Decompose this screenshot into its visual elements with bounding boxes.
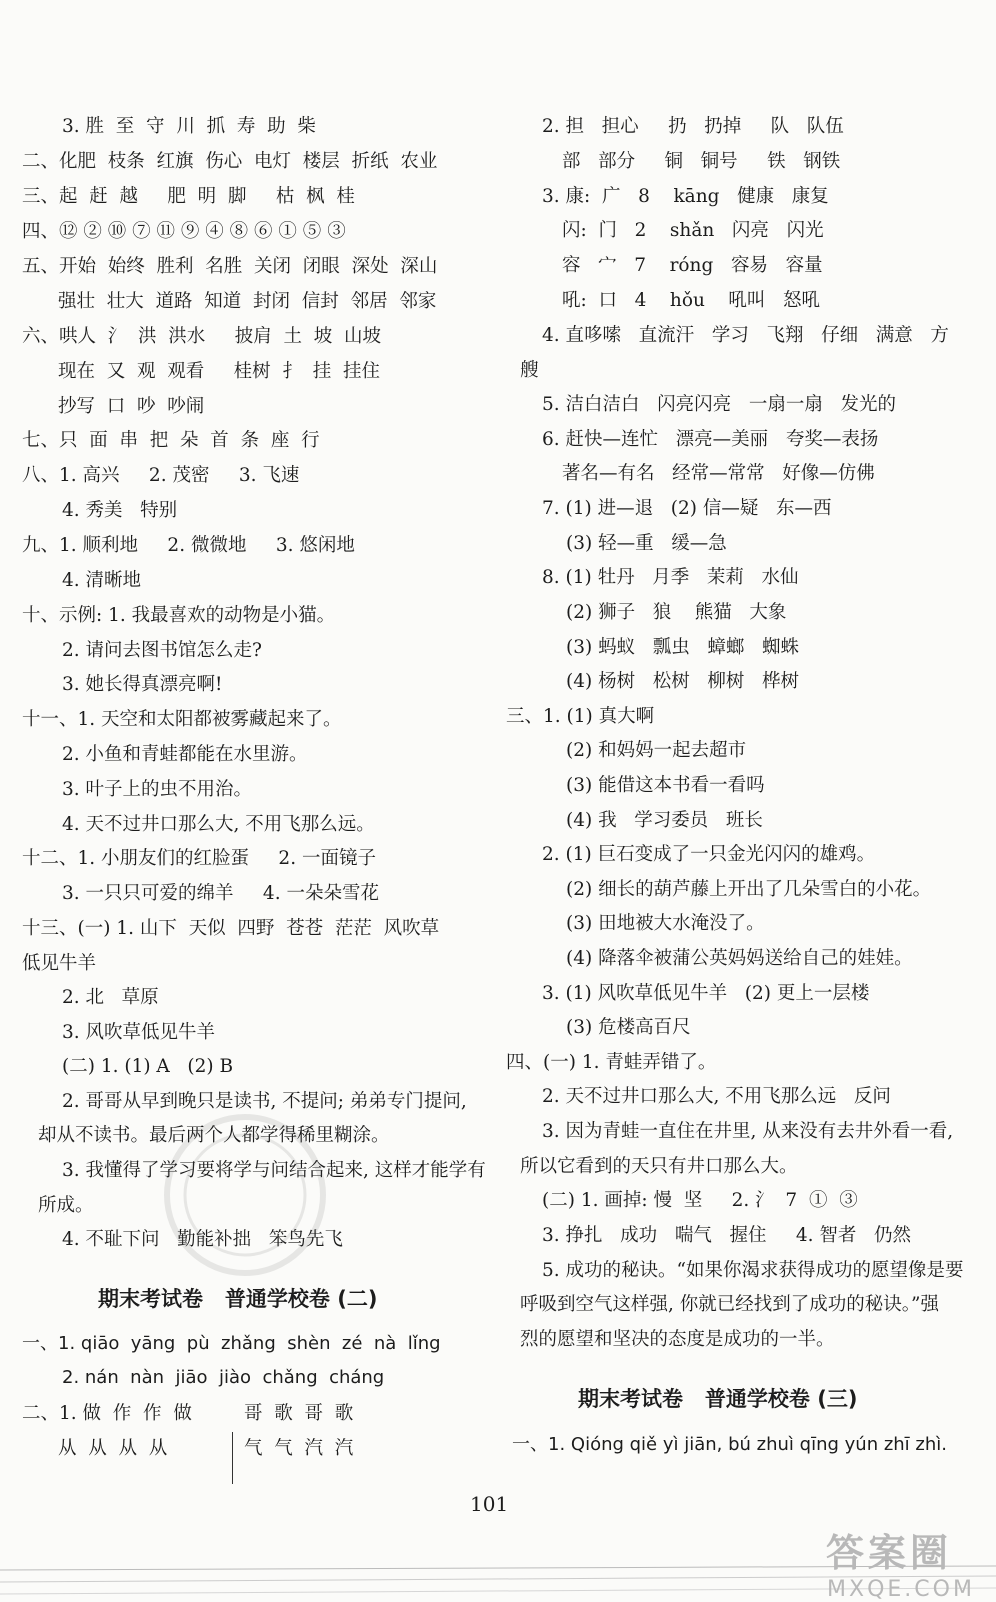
answer-line: 所成。 (38, 1195, 94, 1216)
answer-line: 著名—有名 经常—常常 好像—仿佛 (562, 463, 875, 484)
answer-line: 三、1. (1) 真大啊 (506, 706, 655, 727)
answer-line: 十三、(一) 1. 山下 天似 四野 苍苍 茫茫 风吹草 (22, 918, 440, 939)
answer-line: 现在 又 观 观看 桂树 扌 挂 挂住 (58, 361, 380, 382)
answer-line: 哥 歌 哥 歌 (244, 1403, 354, 1424)
answer-line: 艘 (520, 360, 539, 381)
answer-line: 4. 直哆嗦 直流汗 学习 飞翔 仔细 满意 方 (542, 325, 949, 346)
answer-line: (4) 降落伞被蒲公英妈妈送给自己的娃娃。 (566, 948, 913, 969)
answer-line: (2) 细长的葫芦藤上开出了几朵雪白的小花。 (566, 879, 932, 900)
answer-line: 5. 洁白洁白 闪亮闪亮 一扇一扇 发光的 (542, 394, 896, 415)
answer-line: 三、起 赶 越 肥 明 脚 枯 枫 桂 (22, 186, 355, 207)
answer-line: 4. 天不过井口那么大, 不用飞那么远。 (62, 814, 375, 835)
section-heading: 期末考试卷 普通学校卷 (三) (578, 1387, 858, 1411)
answer-line: 从 从 从 从 (58, 1438, 168, 1459)
answer-line: 2. 北 草原 (62, 987, 159, 1008)
answer-line: 强壮 壮大 道路 知道 封闭 信封 邻居 邻家 (58, 291, 437, 312)
site-watermark (826, 1522, 976, 1602)
answer-line: 7. (1) 进—退 (2) 信—疑 东—西 (542, 498, 832, 519)
answer-line: 8. (1) 牡丹 月季 茉莉 水仙 (542, 567, 799, 588)
column-divider (232, 1432, 233, 1484)
page-number: 101 (470, 1492, 509, 1516)
answer-line: 七、只 面 串 把 朵 首 条 座 行 (22, 430, 320, 451)
answer-line: 4. 清晰地 (62, 570, 142, 591)
pinyin-line: 一、1. Qióng qiě yì jiān, bú zhuì qīng yún zhī zhì. (512, 1434, 947, 1455)
answer-line: (3) 轻—重 缓—急 (566, 533, 727, 554)
answer-line: 3. 叶子上的虫不用治。 (62, 779, 253, 800)
answer-line: (3) 危楼高百尺 (566, 1017, 691, 1038)
answer-line: 3. 一只只可爱的绵羊 4. 一朵朵雪花 (62, 883, 379, 904)
answer-line: 2. (1) 巨石变成了一只金光闪闪的雄鸡。 (542, 844, 876, 865)
answer-line: 九、1. 顺利地 2. 微微地 3. 悠闲地 (22, 535, 355, 556)
pinyin-line: 2. nán nàn jiāo jiào chǎng cháng (62, 1367, 385, 1388)
answer-line: (3) 蚂蚁 瓢虫 蟑螂 蜘蛛 (566, 637, 800, 658)
watermark-url: MXQE.COM (827, 1577, 975, 1602)
answer-line: 2. 小鱼和青蛙都能在水里游。 (62, 744, 308, 765)
answer-line: 2. 哥哥从早到晚只是读书, 不提问; 弟弟专门提问, (62, 1091, 467, 1112)
answer-line: 2. 请问去图书馆怎么走? (62, 640, 262, 661)
watermark-title: 答案圈 (826, 1531, 953, 1575)
answer-line: 十一、1. 天空和太阳都被雾藏起来了。 (22, 709, 342, 730)
answer-line: 气 气 汽 汽 (244, 1438, 354, 1459)
answer-line: 四、⑫ ② ⑩ ⑦ ⑪ ⑨ ④ ⑧ ⑥ ① ⑤ ③ (22, 221, 346, 242)
answer-line: 闪: 门 2 shǎn 闪亮 闪光 (562, 220, 824, 241)
answer-line: 所以它看到的天只有井口那么大。 (520, 1156, 798, 1177)
answer-line: 烈的愿望和坚决的态度是成功的一半。 (520, 1329, 835, 1350)
answer-line: 低见牛羊 (22, 953, 97, 974)
answer-line: 六、哄人 氵 洪 洪水 披肩 土 坡 山坡 (22, 326, 381, 347)
answer-line: (二) 1. (1) A (2) B (62, 1056, 234, 1077)
answer-line: 却从不读书。最后两个人都学得稀里糊涂。 (38, 1125, 390, 1146)
answer-line: 3. 胜 至 守 川 抓 寿 助 柴 (62, 116, 316, 137)
answer-line: 3. (1) 风吹草低见牛羊 (2) 更上一层楼 (542, 983, 870, 1004)
answer-line: 2. 担 担心 扔 扔掉 队 队伍 (542, 116, 844, 137)
answer-line: 十二、1. 小朋友们的红脸蛋 2. 一面镜子 (22, 848, 376, 869)
answer-line: (4) 杨树 松树 柳树 桦树 (566, 671, 800, 692)
answer-line: (3) 能借这本书看一看吗 (566, 775, 765, 796)
answer-line: (2) 狮子 狼 熊猫 大象 (566, 602, 787, 623)
answer-line: 3. 她长得真漂亮啊! (62, 674, 223, 695)
answer-line: 3. 我懂得了学习要将学与问结合起来, 这样才能学有 (62, 1160, 486, 1181)
answer-line: (二) 1. 画掉: 慢 坚 2. 氵 7 ① ③ (542, 1190, 858, 1211)
answer-line: 抄写 口 吵 吵闹 (58, 396, 205, 417)
answer-line: 五、开始 始终 胜利 名胜 关闭 闭眼 深处 深山 (22, 256, 438, 277)
answer-line: 八、1. 高兴 2. 茂密 3. 飞速 (22, 465, 300, 486)
stamp-watermark (160, 1110, 330, 1280)
section-heading: 期末考试卷 普通学校卷 (二) (98, 1287, 378, 1311)
answer-line: (4) 我 学习委员 班长 (566, 810, 763, 831)
pinyin-line: 一、1. qiāo yāng pù zhǎng shèn zé nà lǐng (22, 1333, 441, 1354)
answer-line: 四、(一) 1. 青蛙弄错了。 (506, 1052, 717, 1073)
answer-line: 6. 赶快—连忙 漂亮—美丽 夸奖—表扬 (542, 429, 879, 450)
answer-line: 3. 康: 广 8 kāng 健康 康复 (542, 186, 829, 207)
answer-line: 5. 成功的秘诀。“如果你渴求获得成功的愿望像是要 (542, 1260, 964, 1281)
answer-line: 4. 秀美 特别 (62, 500, 178, 521)
answer-line: 吼: 口 4 hǒu 吼叫 怒吼 (562, 290, 821, 311)
answer-line: (2) 和妈妈一起去超市 (566, 740, 747, 761)
answer-line: 3. 挣扎 成功 喘气 握住 4. 智者 仍然 (542, 1225, 912, 1246)
answer-line: 3. 因为青蛙一直住在井里, 从来没有去井外看一看, (542, 1121, 954, 1142)
answer-line: 4. 不耻下问 勤能补拙 笨鸟先飞 (62, 1229, 343, 1250)
answer-line: (3) 田地被大水淹没了。 (566, 913, 765, 934)
answer-line: 二、1. 做 作 作 做 (22, 1403, 192, 1424)
answer-line: 二、化肥 枝条 红旗 伤心 电灯 楼层 折纸 农业 (22, 151, 438, 172)
answer-line: 2. 天不过井口那么大, 不用飞那么远 反问 (542, 1086, 891, 1107)
answer-line: 十、示例: 1. 我最喜欢的动物是小猫。 (22, 605, 336, 626)
answer-line: 呼吸到空气这样强, 你就已经找到了成功的秘诀。”强 (520, 1294, 939, 1315)
answer-line: 容 宀 7 róng 容易 容量 (562, 255, 823, 276)
answer-line: 部 部分 铜 铜号 铁 钢铁 (562, 151, 841, 172)
answer-line: 3. 风吹草低见牛羊 (62, 1022, 216, 1043)
